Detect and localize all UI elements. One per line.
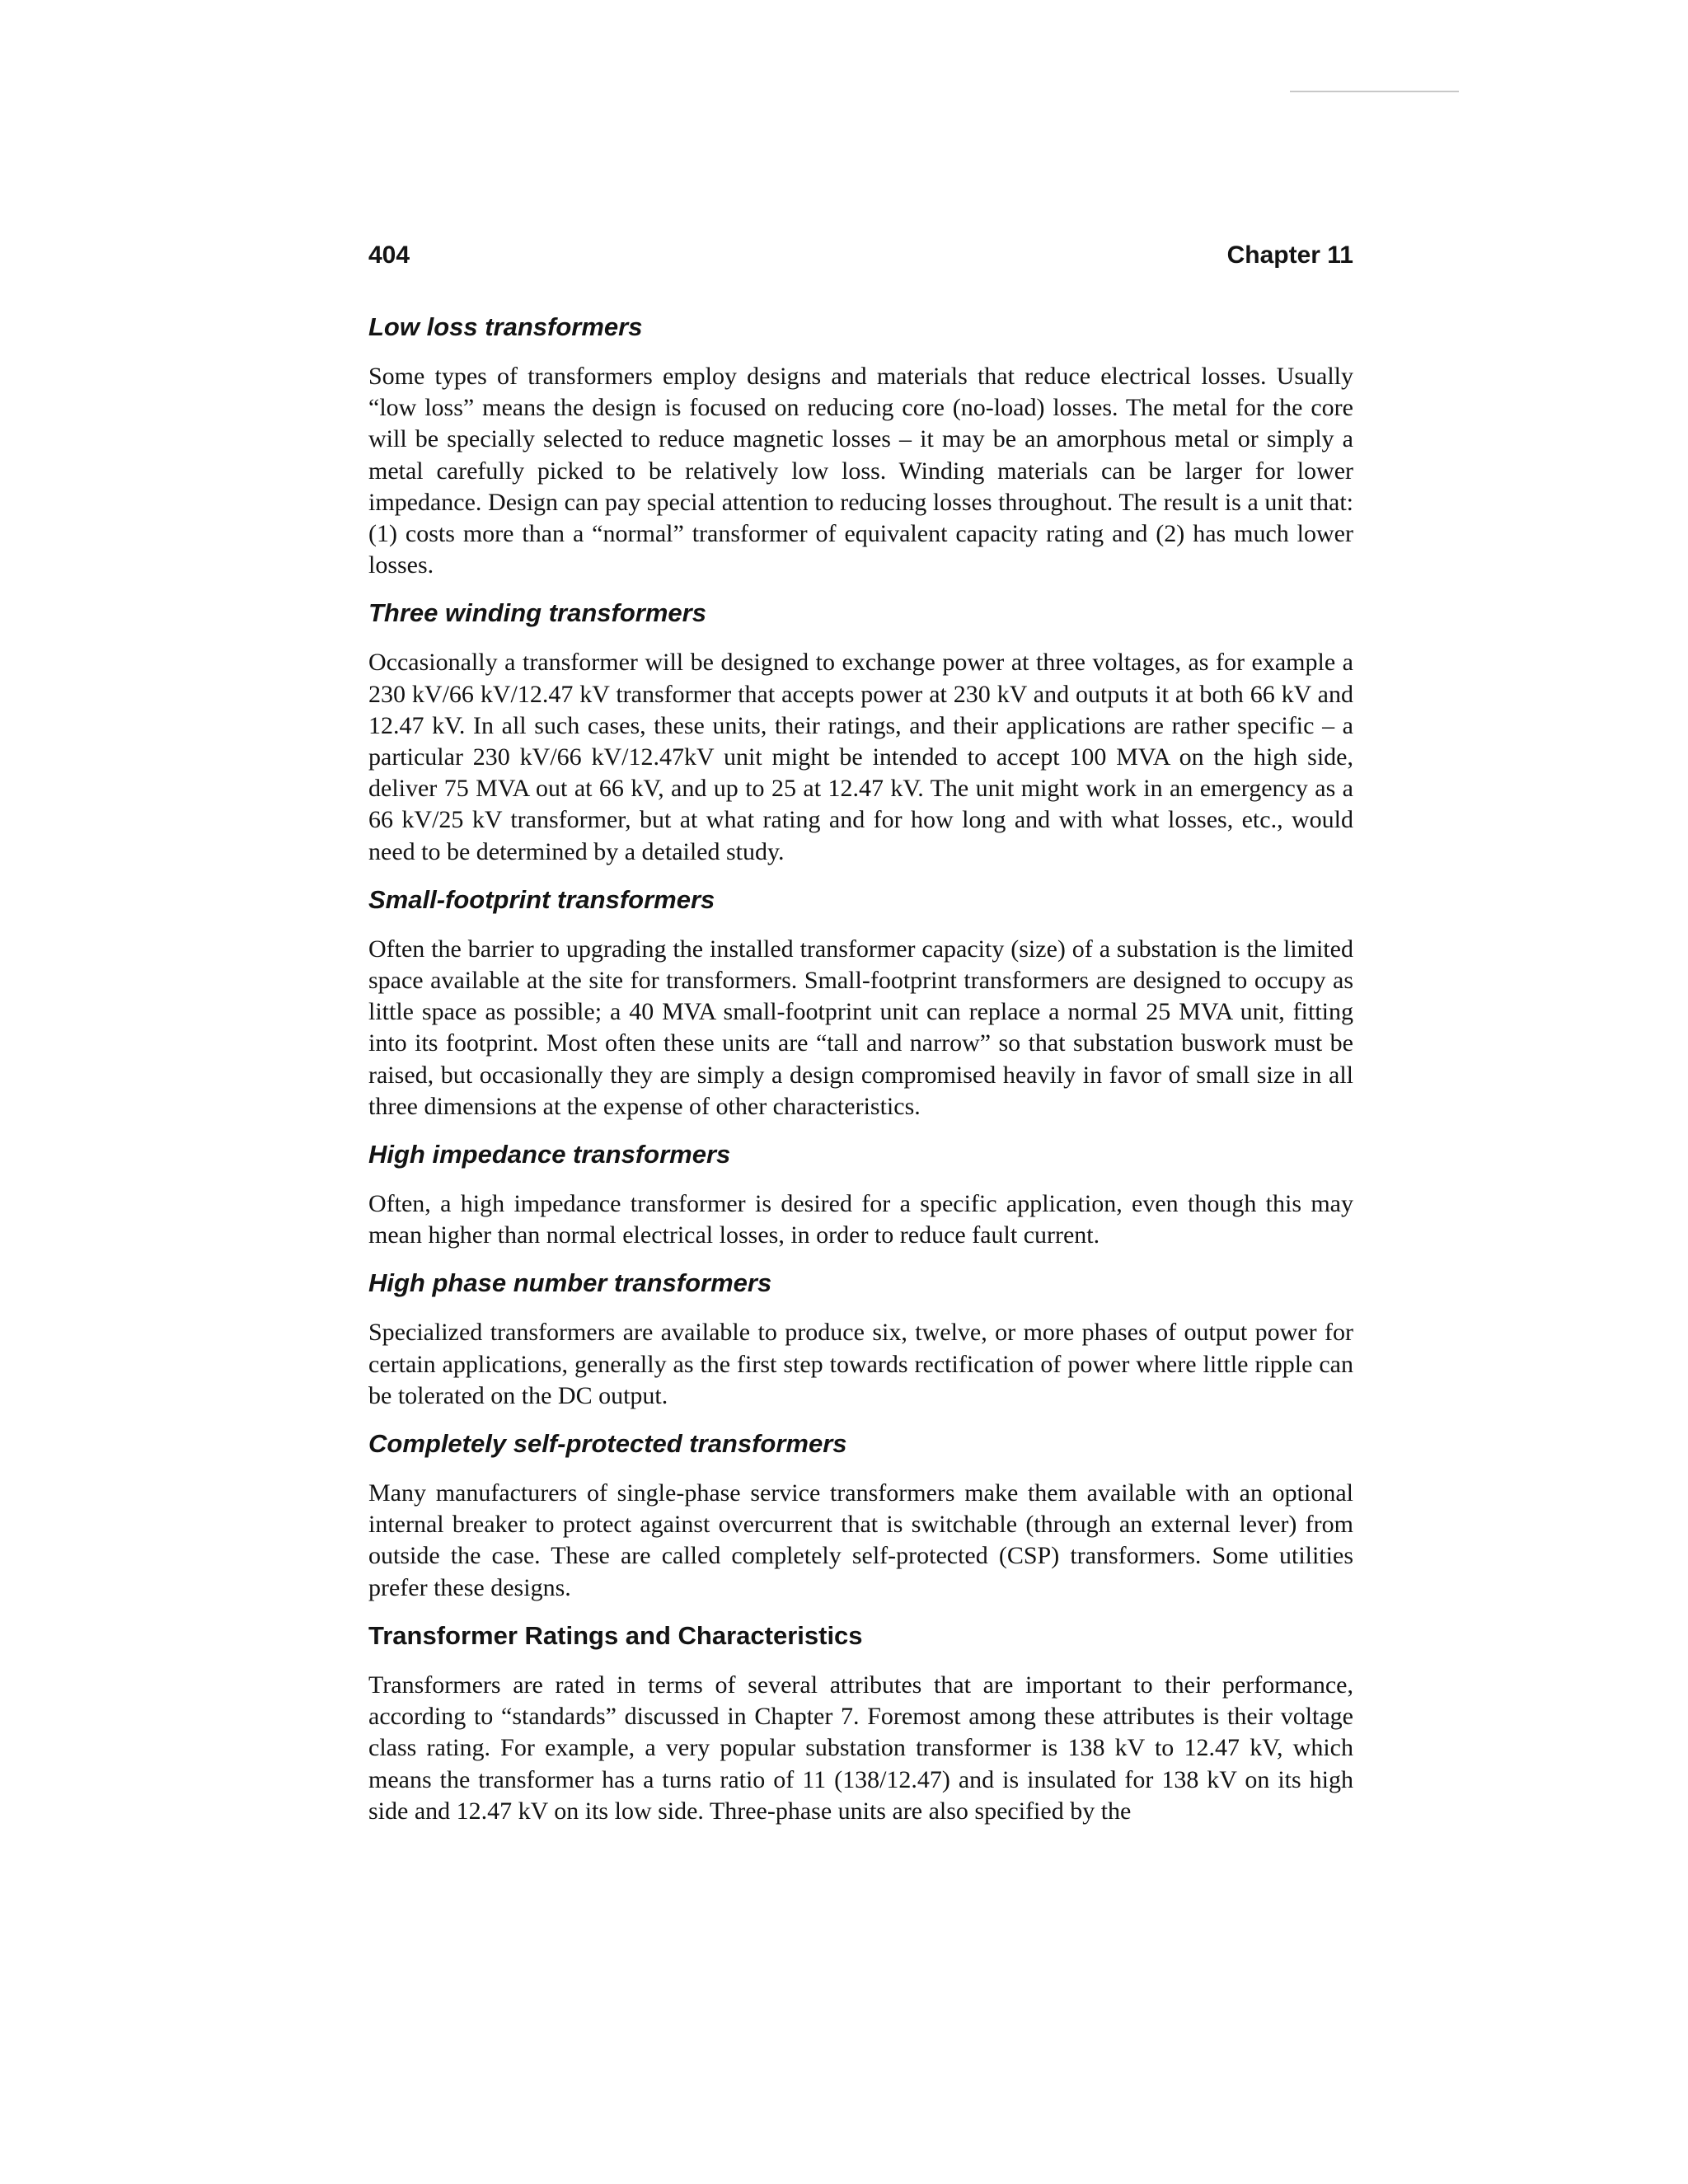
section-body-high-phase-number: Specialized transformers are available to produce six, twelve, or more phases of output power for certain applications, generally as the first step towards rectification of power where little ripple can be tolerated on the DC output. <box>368 1319 1353 1409</box>
section-body-low-loss: Some types of transformers employ designs and materials that reduce electrical losses. Usually “low loss” means the design is focused on reducing core (no-load) losses. The metal for the core will be specially selected to reduce magnetic losses – it may be an amorphous metal or simply a metal carefully picked to be relatively low loss. Winding materials can be larger for lower impedance. Design can pay special attention to reducing losses throughout. The result is a unit that: (1) costs more than a “normal” transformer of equivalent capacity rating and (2) has much lower losses. <box>368 363 1353 579</box>
section-body-high-impedance: Often, a high impedance transformer is desired for a specific application, even though this may mean higher than normal electrical losses, in order to reduce fault current. <box>368 1190 1353 1249</box>
document-page <box>368 241 1353 1844</box>
section-heading-high-phase-number: High phase number transformers <box>368 1268 772 1298</box>
section-heading-small-footprint: Small-footprint transformers <box>368 884 715 914</box>
section-heading-three-winding: Three winding transformers <box>368 598 706 628</box>
section-body-ratings: Transformers are rated in terms of several attributes that are important to their performance, according to “standards” discussed in Chapter 7. Foremost among these attributes is their voltage class rating. For example, a very popular substation transformer is 138 kV to 12.47 kV, which means the transformer has a turns ratio of 11 (138/12.47) and is insulated for 138 kV on its high side and 12.47 kV on its low side. Three-phase units are also specified by the <box>368 1671 1353 1825</box>
section-body-three-winding: Occasionally a transformer will be designed to exchange power at three voltages, as for example a 230 kV/66 kV/12.47 kV transformer that accepts power at 230 kV and outputs it at both 66 kV and 12.47 kV. In all such cases, these units, their ratings, and their applications are rather specific – a particular 230 kV/66 kV/12.47kV unit might be intended to accept 100 MVA on the high side, deliver 75 MVA out at 66 kV, and up to 25 at 12.47 kV. The unit might work in an emergency as a 66 kV/25 kV transformer, but at what rating and for how long and with what losses, etc., would need to be determined by a detailed study. <box>368 649 1353 865</box>
page-number: 404 <box>368 241 410 269</box>
section-heading-high-impedance: High impedance transformers <box>368 1140 731 1169</box>
section-body-small-footprint: Often the barrier to upgrading the installed transformer capacity (size) of a substation is the limited space available at the site for transformers. Small-footprint transformers are designed to occupy as little space as possible; a 40 MVA small-footprint unit can replace a normal 25 MVA unit, fitting into its footprint. Most often these units are “tall and narrow” so that substation buswork must be raised, but occasionally they are simply a design compromised heavily in favor of small size in all three dimensions at the expense of other characteristics. <box>368 935 1353 1120</box>
section-heading-self-protected: Completely self-protected transformers <box>368 1429 847 1459</box>
section-heading-ratings: Transformer Ratings and Characteristics <box>368 1620 863 1650</box>
section-heading-low-loss: Low loss transformers <box>368 312 643 341</box>
running-head <box>368 241 1353 270</box>
chapter-label: Chapter 11 <box>1226 241 1353 269</box>
section-body-self-protected: Many manufacturers of single-phase service transformers make them available with an optional internal breaker to protect against overcurrent that is switchable (through an external lever) from outside the case. These are called completely self-protected (CSP) transformers. Some utilities prefer these designs. <box>368 1479 1353 1601</box>
scan-artifact-line <box>1290 91 1459 92</box>
